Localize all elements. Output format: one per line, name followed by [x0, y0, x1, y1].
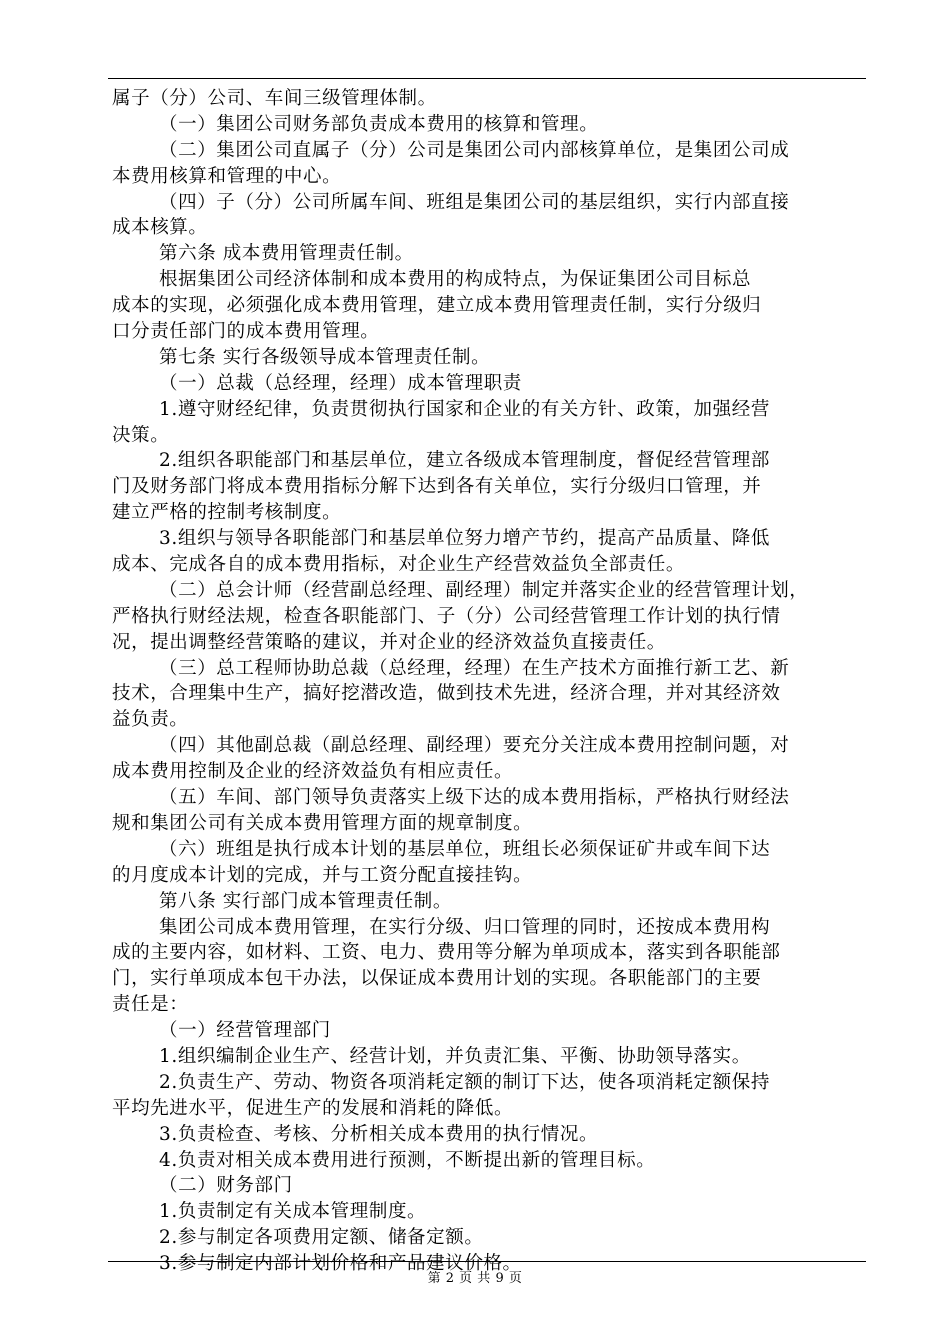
text-line: 2.组织各职能部门和基层单位，建立各级成本管理制度，督促经营管理部	[159, 450, 770, 472]
text-line: 2.参与制定各项费用定额、储备定额。	[159, 1227, 484, 1249]
text-line: （一）集团公司财务部负责成本费用的核算和管理。	[159, 113, 599, 135]
text-line: 决策。	[112, 424, 170, 446]
text-line: 第七条 实行各级领导成本管理责任制。	[159, 346, 491, 368]
text-line: （四）其他副总裁（副总经理、副经理）要充分关注成本费用控制问题，对	[159, 735, 790, 757]
text-line: 口分责任部门的成本费用管理。	[112, 321, 380, 343]
text-line: 4.负责对相关成本费用进行预测，不断提出新的管理目标。	[159, 1149, 656, 1171]
text-line: 成本费用控制及企业的经济效益负有相应责任。	[112, 761, 514, 783]
document-body	[112, 86, 864, 1277]
text-line: （二）财务部门	[159, 1175, 293, 1197]
text-line: 2.负责生产、劳动、物资各项消耗定额的制订下达，使各项消耗定额保持	[159, 1071, 770, 1093]
text-line: 的月度成本计划的完成，并与工资分配直接挂钩。	[112, 864, 533, 886]
text-line: （三）总工程师协助总裁（总经理，经理）在生产技术方面推行新工艺、新	[159, 657, 790, 679]
text-line: 成本、完成各自的成本费用指标，对企业生产经营效益负全部责任。	[112, 554, 686, 576]
text-line: 第六条 成本费用管理责任制。	[159, 243, 414, 265]
text-line: 集团公司成本费用管理，在实行分级、归口管理的同时，还按成本费用构	[159, 916, 771, 938]
text-line: 成本的实现，必须强化成本费用管理，建立成本费用管理责任制，实行分级归	[112, 295, 762, 317]
text-line: 成的主要内容，如材料、工资、电力、费用等分解为单项成本，落实到各职能部	[112, 942, 781, 964]
text-line: 本费用核算和管理的中心。	[112, 165, 342, 187]
text-line: （一）总裁（总经理，经理）成本管理职责	[159, 372, 522, 394]
text-line: （四）子（分）公司所属车间、班组是集团公司的基层组织，实行内部直接	[159, 191, 790, 213]
text-line: 责任是：	[112, 994, 189, 1016]
text-line: 平均先进水平，促进生产的发展和消耗的降低。	[112, 1097, 514, 1119]
text-line: 建立严格的控制考核制度。	[112, 502, 342, 524]
text-line: 3.负责检查、考核、分析相关成本费用的执行情况。	[159, 1123, 599, 1145]
text-line: 1.遵守财经纪律，负责贯彻执行国家和企业的有关方针、政策，加强经营	[159, 398, 770, 420]
text-line: （六）班组是执行成本计划的基层单位，班组长必须保证矿井或车间下达	[159, 838, 771, 860]
text-line: 第八条 实行部门成本管理责任制。	[159, 890, 452, 912]
page-number: 第 2 页 共 9 页	[427, 1271, 523, 1286]
text-line: （五）车间、部门领导负责落实上级下达的成本费用指标，严格执行财经法	[159, 787, 790, 809]
text-line: 规和集团公司有关成本费用管理方面的规章制度。	[112, 812, 533, 834]
text-line: 门，实行单项成本包干办法，以保证成本费用计划的实现。各职能部门的主要	[112, 968, 762, 990]
text-line: 严格执行财经法规，检查各职能部门、子（分）公司经营管理工作计划的执行情	[112, 605, 781, 627]
text-line: （二）总会计师（经营副总经理、副经理）制定并落实企业的经营管理计划，	[159, 579, 809, 601]
text-line: 1.组织编制企业生产、经营计划，并负责汇集、平衡、协助领导落实。	[159, 1045, 751, 1067]
text-line: 技术，合理集中生产，搞好挖潜改造，做到技术先进，经济合理，并对其经济效	[112, 683, 781, 705]
text-line: 门及财务部门将成本费用指标分解下达到各有关单位，实行分级归口管理，并	[112, 476, 762, 498]
text-line: 1.负责制定有关成本管理制度。	[159, 1201, 427, 1223]
text-line: （二）集团公司直属子（分）公司是集团公司内部核算单位，是集团公司成	[159, 139, 790, 161]
footer-rule	[108, 1261, 866, 1262]
text-line: 3.组织与领导各职能部门和基层单位努力增产节约，提高产品质量、降低	[159, 528, 770, 550]
text-line: 成本核算。	[112, 217, 208, 239]
header-rule	[108, 78, 866, 79]
text-line: 属子（分）公司、车间三级管理体制。	[112, 88, 437, 109]
text-line: 益负责。	[112, 709, 189, 731]
text-line: 根据集团公司经济体制和成本费用的构成特点，为保证集团公司目标总	[159, 269, 752, 291]
text-line: 3.参与制定内部计划价格和产品建议价格。	[159, 1253, 522, 1275]
text-line: （一）经营管理部门	[159, 1020, 331, 1042]
text-line: 况，提出调整经营策略的建议，并对企业的经济效益负直接责任。	[112, 631, 666, 653]
